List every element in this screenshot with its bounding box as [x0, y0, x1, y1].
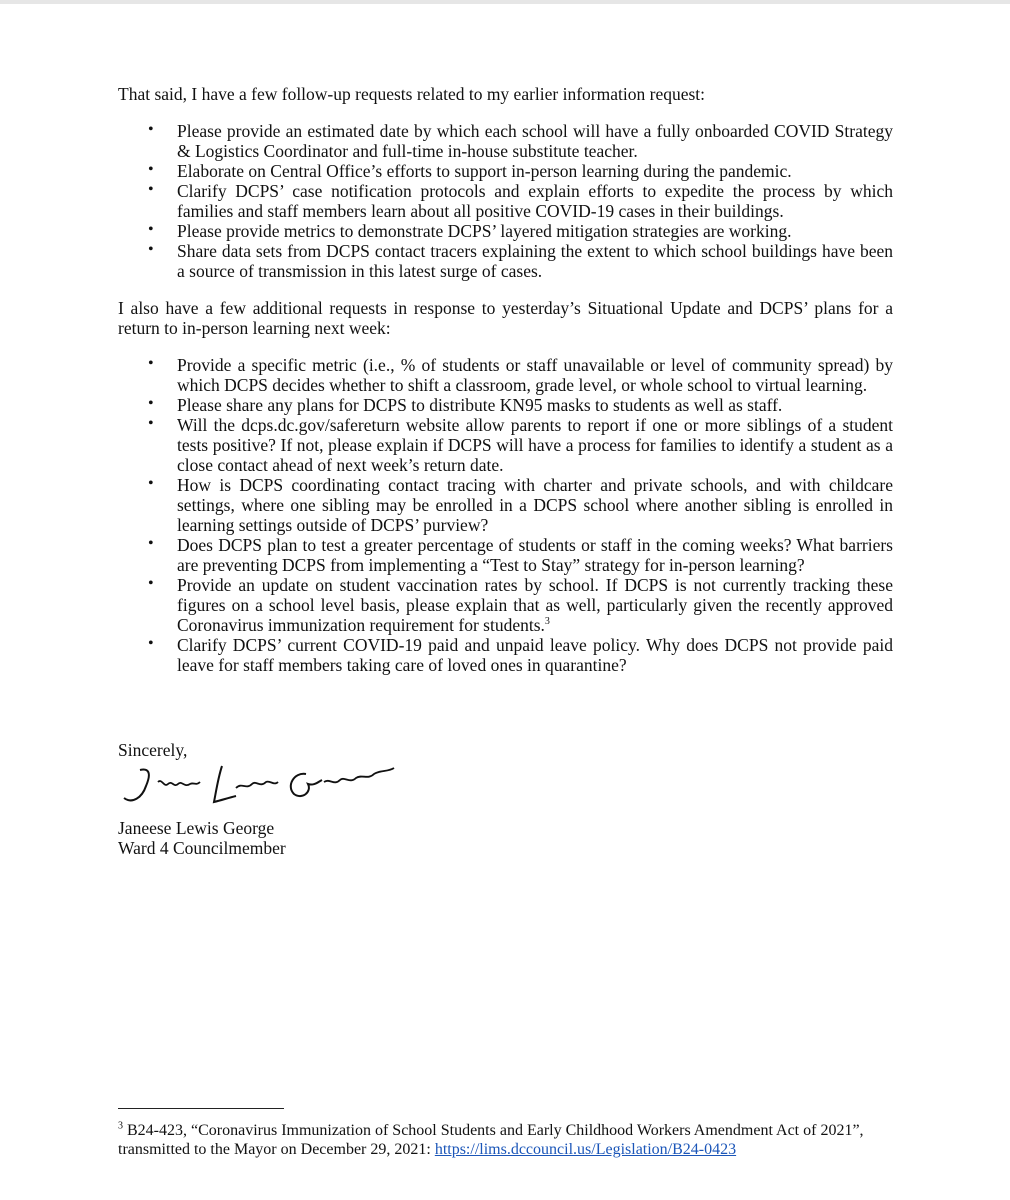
- list-item: • Will the dcps.dc.gov/safereturn website allow parents to report if one or more siblings of a student tests positive? If not, please explain if DCPS will have a process for families to identify a student as a close contact ahead of next week’s return date.: [148, 415, 893, 475]
- footnote-marker: 3: [544, 616, 550, 628]
- additional-requests-paragraph: I also have a few additional requests in response to yesterday’s Situational Update and DCPS’ plans for a return to in-person learning next week:: [118, 298, 893, 338]
- list-item: • Share data sets from DCPS contact tracers explaining the extent to which school buildings have been a source of transmission in this latest surge of cases.: [148, 241, 893, 281]
- signature-block: [118, 818, 286, 858]
- bullet-icon: •: [148, 575, 154, 592]
- bullet-icon: •: [148, 181, 154, 198]
- bullet-icon: •: [148, 475, 154, 492]
- bullet-icon: •: [148, 161, 154, 178]
- list-item: • Does DCPS plan to test a greater percentage of students or staff in the coming weeks? What barriers are preventing DCPS from implementing a “Test to Stay” strategy for in-person learning?: [148, 535, 893, 575]
- top-edge: [0, 0, 1010, 4]
- footnote: $^3$ B24-423, “Coronavirus Immunization of School Students and Early Childhood Workers Amendment Act of 2021”, transmitted to the Mayor on December 29, 2021: https://lims.dccouncil.us/Legislation/B24-0423: [118, 1120, 864, 1158]
- bullet-icon: •: [148, 635, 154, 652]
- list-item: • Provide an update on student vaccination rates by school. If DCPS is not currently tracking these figures on a school level basis, please explain that as well, particularly given the recently approved Coronavirus immunization requirement for students.$^3$: [148, 575, 893, 635]
- bullet-icon: •: [148, 355, 154, 372]
- bullet-icon: •: [148, 241, 154, 258]
- signer-name: Janeese Lewis George: [118, 818, 275, 838]
- list-item: • Elaborate on Central Office’s efforts to support in-person learning during the pandemic.: [148, 161, 792, 181]
- footnote-number: 3: [118, 1120, 123, 1132]
- list-item: • Clarify DCPS’ current COVID-19 paid and unpaid leave policy. Why does DCPS not provide paid leave for staff members taking care of loved ones in quarantine?: [148, 635, 893, 675]
- signature: [118, 752, 398, 820]
- bullet-icon: •: [148, 121, 154, 138]
- additional-requests-list: [118, 355, 893, 675]
- footnote-divider: [118, 1108, 284, 1109]
- list-item: • Provide a specific metric (i.e., % of students or staff unavailable or level of community spread) by which DCPS decides whether to shift a classroom, grade level, or whole school to virtual learning.: [148, 355, 893, 395]
- signoff: Sincerely,: [118, 740, 188, 760]
- list-item: • Clarify DCPS’ case notification protocols and explain efforts to expedite the process by which families and staff members learn about all positive COVID-19 cases in their buildings.: [148, 181, 893, 221]
- bullet-icon: •: [148, 535, 154, 552]
- list-item: • Please provide metrics to demonstrate DCPS’ layered mitigation strategies are working.: [148, 221, 792, 241]
- bullet-icon: •: [148, 415, 154, 432]
- legislation-link[interactable]: https://lims.dccouncil.us/Legislation/B24-0423: [434, 1141, 737, 1158]
- bullet-icon: •: [148, 395, 154, 412]
- list-item: • Please provide an estimated date by which each school will have a fully onboarded COVID Strategy & Logistics Coordinator and full-time in-house substitute teacher.: [148, 121, 893, 161]
- bullet-icon: •: [148, 221, 154, 238]
- intro-paragraph: That said, I have a few follow-up requests related to my earlier information request:: [118, 84, 706, 104]
- list-item: • Please share any plans for DCPS to distribute KN95 masks to students as well as staff.: [148, 395, 783, 415]
- signer-role: Ward 4 Councilmember: [118, 838, 286, 858]
- list-item: • How is DCPS coordinating contact tracing with charter and private schools, and with childcare settings, where one sibling may be enrolled in a DCPS school where another sibling is enrolled in learning settings outside of DCPS’ purview?: [148, 475, 893, 535]
- follow-up-list: [118, 121, 893, 281]
- letter-body: [118, 84, 893, 692]
